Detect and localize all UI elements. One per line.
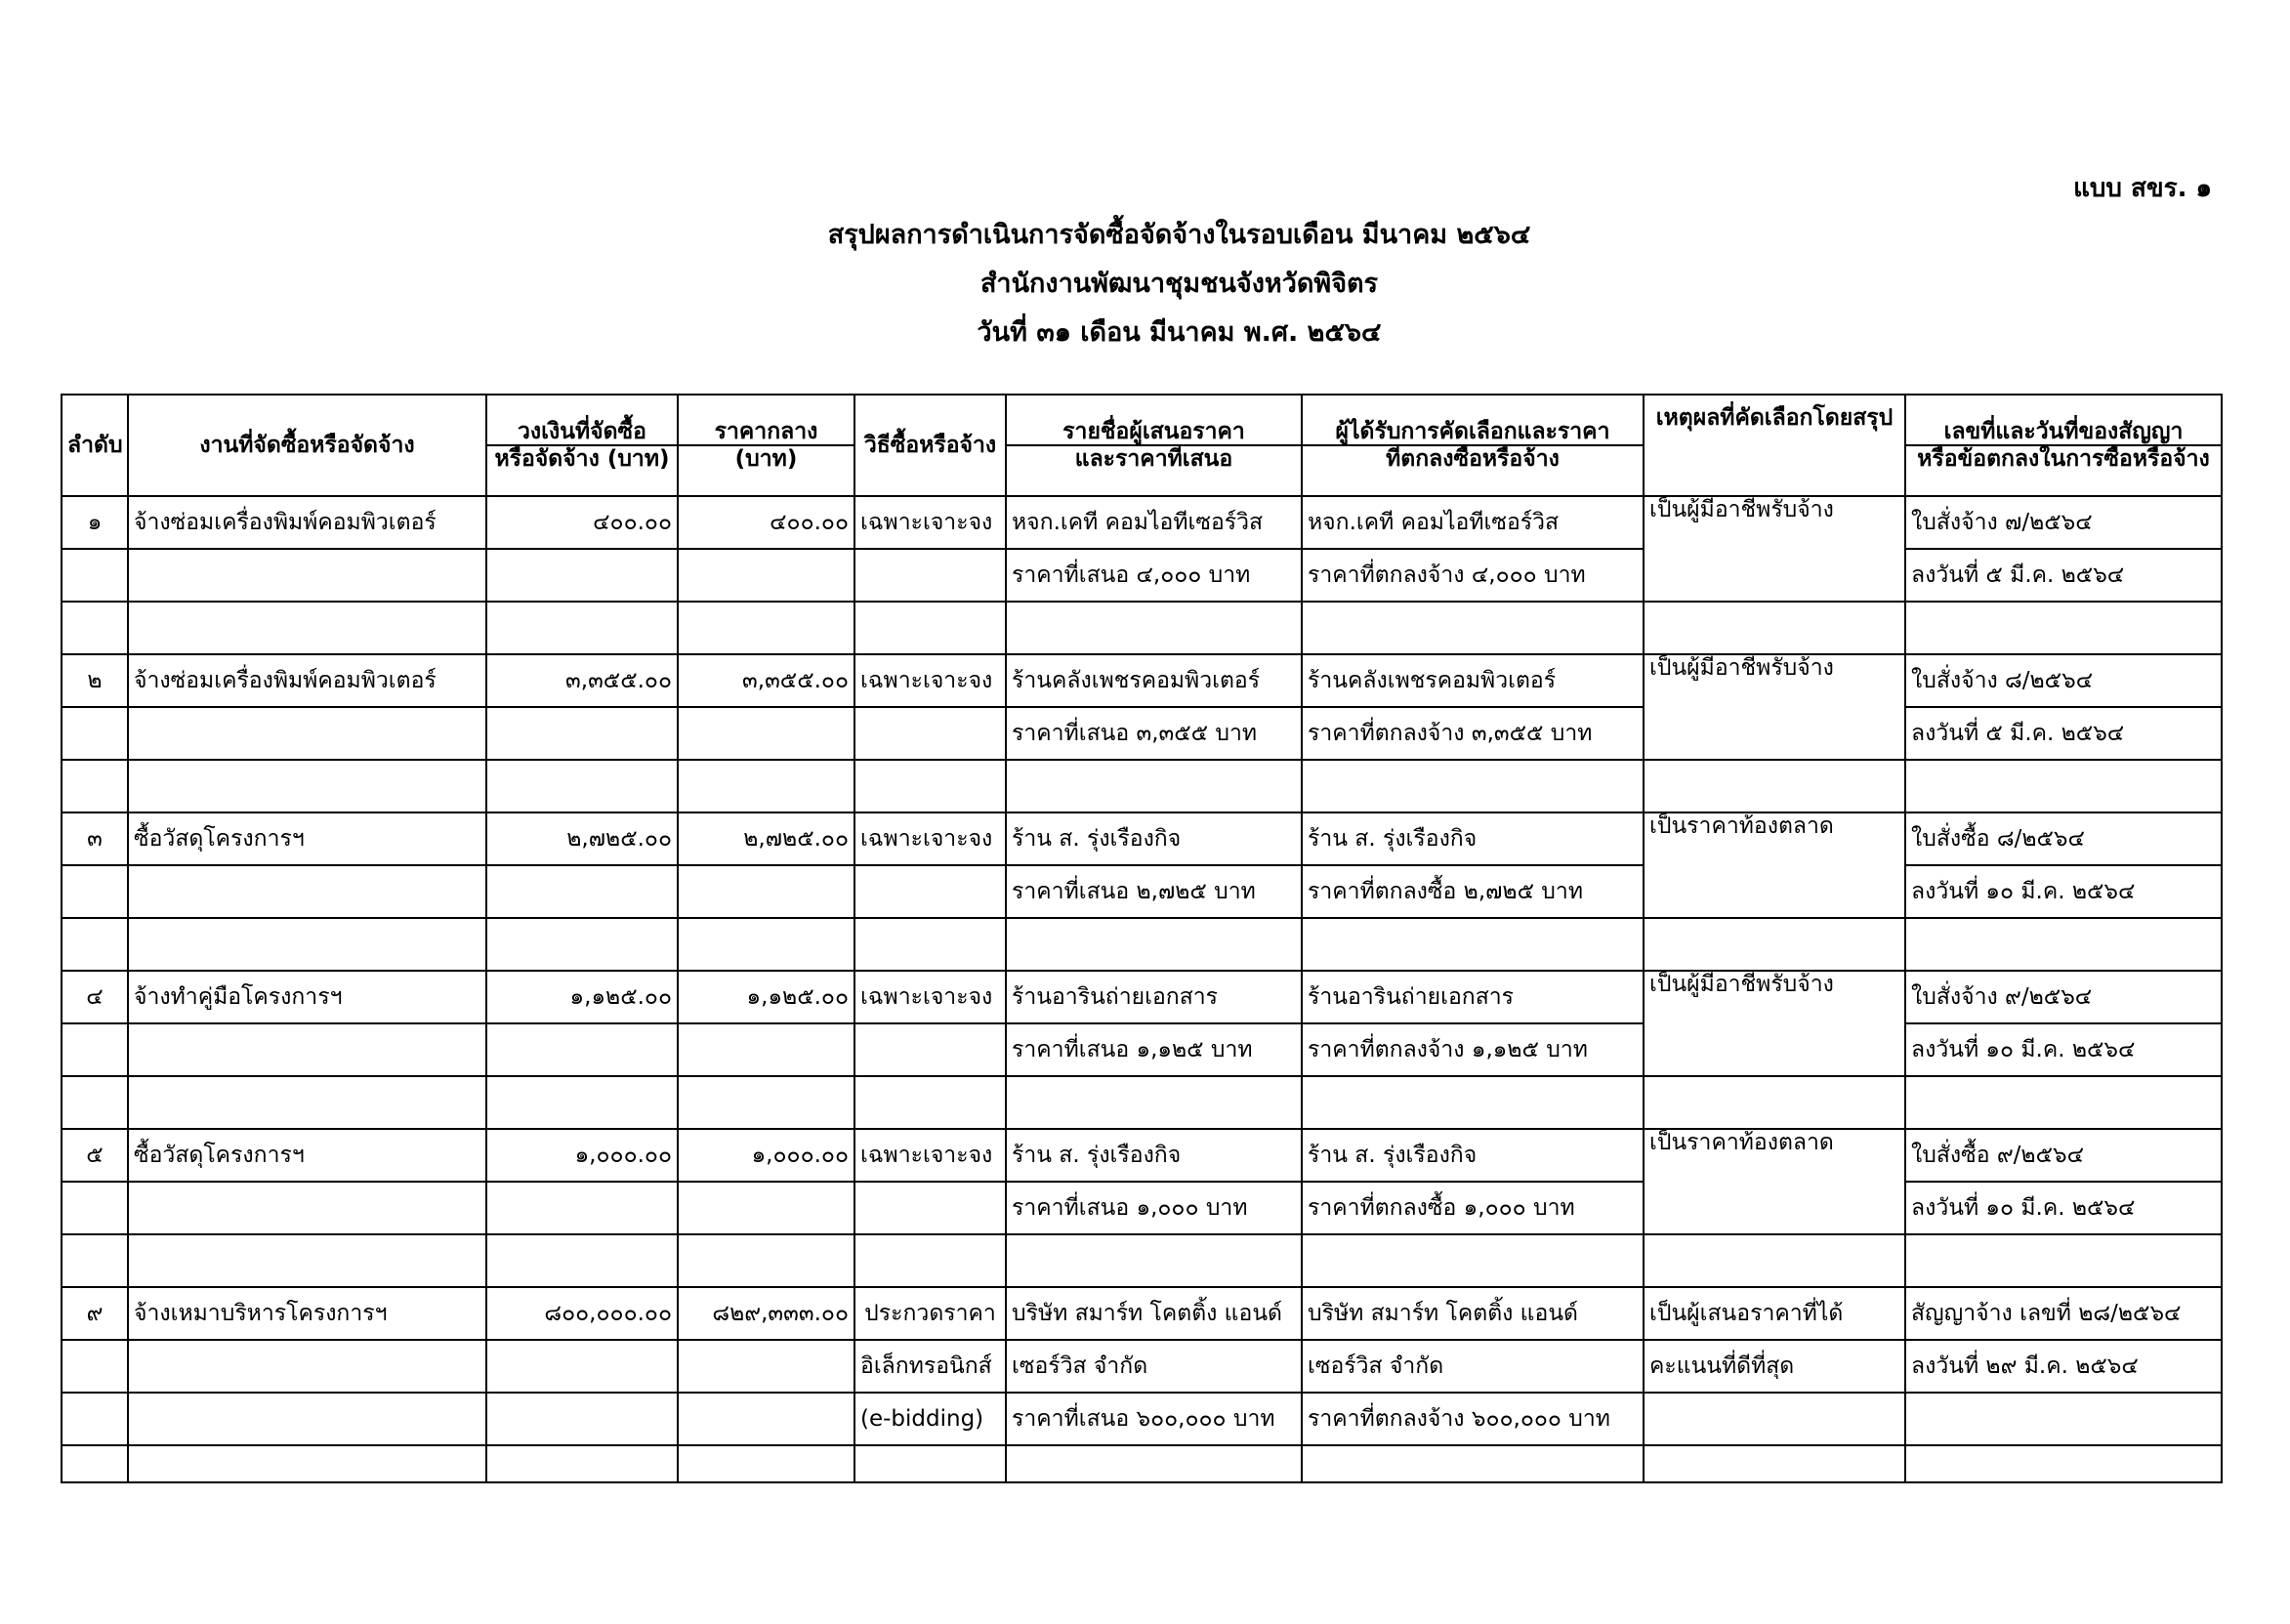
row-agreed-price: ราคาที่ตกลงซื้อ ๑,๐๐๐ บาท — [1302, 1182, 1644, 1234]
row-reason: เป็นผู้เสนอราคาที่ได้ — [1644, 1287, 1905, 1340]
table-row-empty — [62, 1234, 2222, 1287]
table-row-empty — [62, 918, 2222, 971]
row-bid-price: ราคาที่เสนอ ๑,๐๐๐ บาท — [1006, 1182, 1302, 1234]
row-budget: ๘๐๐,๐๐๐.๐๐ — [486, 1287, 678, 1340]
row-method: เฉพาะเจาะจง — [854, 654, 1006, 707]
col-header-median: ราคากลาง — [678, 395, 854, 445]
row-contract-no: ใบสั่งจ้าง ๙/๒๕๖๔ — [1905, 971, 2222, 1023]
row-seq: ๓ — [62, 812, 128, 865]
form-code: แบบ สขร. ๑ — [2073, 174, 2212, 203]
row-contract-date: ลงวันที่ ๑๐ มี.ค. ๒๕๖๔ — [1905, 1023, 2222, 1076]
row-method: เฉพาะเจาะจง — [854, 496, 1006, 549]
row-contract-date: ลงวันที่ ๑๐ มี.ค. ๒๕๖๔ — [1905, 865, 2222, 918]
row-reason: เป็นผู้มีอาชีพรับจ้าง — [1644, 971, 1905, 1076]
row-agreed-price: ราคาที่ตกลงจ้าง ๖๐๐,๐๐๐ บาท — [1302, 1393, 1644, 1445]
row-budget: ๔๐๐.๐๐ — [486, 496, 678, 549]
table-row — [62, 812, 2222, 865]
row-agreed-price: ราคาที่ตกลงจ้าง ๔,๐๐๐ บาท — [1302, 549, 1644, 602]
row-method: เฉพาะเจาะจง — [854, 812, 1006, 865]
row-bidder: ร้านอารินถ่ายเอกสาร — [1006, 971, 1302, 1023]
col-header-seq: ลำดับ — [62, 395, 128, 496]
office-name: สำนักงานพัฒนาชุมชนจังหวัดพิจิตร — [979, 269, 1379, 299]
row-bidder: หจก.เคที คอมไอทีเซอร์วิส — [1006, 496, 1302, 549]
row-bidder: ร้าน ส. รุ่งเรืองกิจ — [1006, 1129, 1302, 1182]
row-bid-price: ราคาที่เสนอ ๒,๗๒๕ บาท — [1006, 865, 1302, 918]
row-method: เฉพาะเจาะจง — [854, 971, 1006, 1023]
table-row-empty — [62, 760, 2222, 812]
row-work: จ้างซ่อมเครื่องพิมพ์คอมพิวเตอร์ — [128, 654, 486, 707]
table-row — [62, 496, 2222, 549]
row-contract-no: ใบสั่งซื้อ ๘/๒๕๖๔ — [1905, 812, 2222, 865]
row-winner: ร้านคลังเพชรคอมพิวเตอร์ — [1302, 654, 1644, 707]
row-seq: ๕ — [62, 1129, 128, 1182]
row-bidder-2: เซอร์วิส จำกัด — [1006, 1340, 1302, 1393]
row-budget: ๓,๓๕๕.๐๐ — [486, 654, 678, 707]
col-header-bidders: รายชื่อผู้เสนอราคา — [1006, 395, 1302, 445]
col-header-contract: เลขที่และวันที่ของสัญญา — [1905, 395, 2222, 445]
row-contract-no: ใบสั่งจ้าง ๘/๒๕๖๔ — [1905, 654, 2222, 707]
row-budget: ๑,๑๒๕.๐๐ — [486, 971, 678, 1023]
row-median: ๘๒๙,๓๓๓.๐๐ — [678, 1287, 854, 1340]
row-seq: ๙ — [62, 1287, 128, 1340]
table-row — [62, 971, 2222, 1023]
row-median: ๒,๗๒๕.๐๐ — [678, 812, 854, 865]
row-bidder: ร้าน ส. รุ่งเรืองกิจ — [1006, 812, 1302, 865]
table-row-empty — [62, 1076, 2222, 1129]
col-header-winner-sub: ที่ตกลงซื้อหรือจ้าง — [1302, 445, 1644, 496]
row-method-2: อิเล็กทรอนิกส์ — [854, 1340, 1006, 1393]
table-row-empty — [62, 1445, 2222, 1482]
row-contract-no: ใบสั่งจ้าง ๗/๒๕๖๔ — [1905, 496, 2222, 549]
row-work: ซื้อวัสดุโครงการฯ — [128, 1129, 486, 1182]
table-row — [62, 1393, 2222, 1445]
row-reason-2: คะแนนที่ดีที่สุด — [1644, 1340, 1905, 1393]
table-row — [62, 1340, 2222, 1393]
col-header-median-sub: (บาท) — [678, 445, 854, 496]
col-header-reason: เหตุผลที่คัดเลือกโดยสรุป — [1644, 395, 1905, 496]
row-contract-date: ลงวันที่ ๑๐ มี.ค. ๒๕๖๔ — [1905, 1182, 2222, 1234]
row-contract-no: ใบสั่งซื้อ ๙/๒๕๖๔ — [1905, 1129, 2222, 1182]
row-bidder: บริษัท สมาร์ท โคตติ้ง แอนด์ — [1006, 1287, 1302, 1340]
row-median: ๔๐๐.๐๐ — [678, 496, 854, 549]
col-header-bidders-sub: และราคาที่เสนอ — [1006, 445, 1302, 496]
row-bidder: ร้านคลังเพชรคอมพิวเตอร์ — [1006, 654, 1302, 707]
row-seq: ๒ — [62, 654, 128, 707]
row-winner: ร้านอารินถ่ายเอกสาร — [1302, 971, 1644, 1023]
row-median: ๑,๑๒๕.๐๐ — [678, 971, 854, 1023]
table-body — [62, 496, 2222, 1482]
col-header-budget-sub: หรือจัดจ้าง (บาท) — [486, 445, 678, 496]
row-winner: ร้าน ส. รุ่งเรืองกิจ — [1302, 812, 1644, 865]
row-bid-price: ราคาที่เสนอ ๖๐๐,๐๐๐ บาท — [1006, 1393, 1302, 1445]
row-bid-price: ราคาที่เสนอ ๓,๓๕๕ บาท — [1006, 707, 1302, 760]
row-contract-date: ลงวันที่ ๒๙ มี.ค. ๒๕๖๔ — [1905, 1340, 2222, 1393]
col-header-work: งานที่จัดซื้อหรือจัดจ้าง — [128, 395, 486, 496]
row-winner: หจก.เคที คอมไอทีเซอร์วิส — [1302, 496, 1644, 549]
row-median: ๓,๓๕๕.๐๐ — [678, 654, 854, 707]
row-work: ซื้อวัสดุโครงการฯ — [128, 812, 486, 865]
row-bid-price: ราคาที่เสนอ ๑,๑๒๕ บาท — [1006, 1023, 1302, 1076]
row-winner-2: เซอร์วิส จำกัด — [1302, 1340, 1644, 1393]
report-title: สรุปผลการดำเนินการจัดซื้อจัดจ้างในรอบเดือน มีนาคม ๒๕๖๔ — [827, 220, 1531, 250]
row-work: จ้างทำคู่มือโครงการฯ — [128, 971, 486, 1023]
row-seq: ๑ — [62, 496, 128, 549]
table-row — [62, 1129, 2222, 1182]
report-date: วันที่ ๓๑ เดือน มีนาคม พ.ศ. ๒๕๖๔ — [977, 317, 1382, 348]
row-agreed-price: ราคาที่ตกลงจ้าง ๓,๓๕๕ บาท — [1302, 707, 1644, 760]
row-agreed-price: ราคาที่ตกลงจ้าง ๑,๑๒๕ บาท — [1302, 1023, 1644, 1076]
row-contract-no: สัญญาจ้าง เลขที่ ๒๘/๒๕๖๔ — [1905, 1287, 2222, 1340]
row-budget: ๒,๗๒๕.๐๐ — [486, 812, 678, 865]
row-work: จ้างเหมาบริหารโครงการฯ — [128, 1287, 486, 1340]
col-header-method: วิธีซื้อหรือจ้าง — [854, 395, 1006, 496]
table-row-empty — [62, 602, 2222, 654]
row-method-3: (e-bidding) — [854, 1393, 1006, 1445]
row-winner: ร้าน ส. รุ่งเรืองกิจ — [1302, 1129, 1644, 1182]
row-seq: ๔ — [62, 971, 128, 1023]
row-winner: บริษัท สมาร์ท โคตติ้ง แอนด์ — [1302, 1287, 1644, 1340]
row-agreed-price: ราคาที่ตกลงซื้อ ๒,๗๒๕ บาท — [1302, 865, 1644, 918]
row-reason: เป็นผู้มีอาชีพรับจ้าง — [1644, 654, 1905, 760]
row-bid-price: ราคาที่เสนอ ๔,๐๐๐ บาท — [1006, 549, 1302, 602]
row-contract-date: ลงวันที่ ๕ มี.ค. ๒๕๖๔ — [1905, 549, 2222, 602]
row-median: ๑,๐๐๐.๐๐ — [678, 1129, 854, 1182]
procurement-table — [61, 394, 2223, 1483]
table-row — [62, 1287, 2222, 1340]
row-reason: เป็นราคาท้องตลาด — [1644, 1129, 1905, 1234]
table-row — [62, 654, 2222, 707]
row-budget: ๑,๐๐๐.๐๐ — [486, 1129, 678, 1182]
row-work: จ้างซ่อมเครื่องพิมพ์คอมพิวเตอร์ — [128, 496, 486, 549]
row-reason: เป็นราคาท้องตลาด — [1644, 812, 1905, 918]
row-contract-date: ลงวันที่ ๕ มี.ค. ๒๕๖๔ — [1905, 707, 2222, 760]
row-reason: เป็นผู้มีอาชีพรับจ้าง — [1644, 496, 1905, 602]
col-header-winner: ผู้ได้รับการคัดเลือกและราคา — [1302, 395, 1644, 445]
col-header-budget: วงเงินที่จัดซื้อ — [486, 395, 678, 445]
col-header-contract-sub: หรือข้อตกลงในการซื้อหรือจ้าง — [1905, 445, 2222, 496]
row-method: เฉพาะเจาะจง — [854, 1129, 1006, 1182]
row-method: ประกวดราคา — [854, 1287, 1006, 1340]
